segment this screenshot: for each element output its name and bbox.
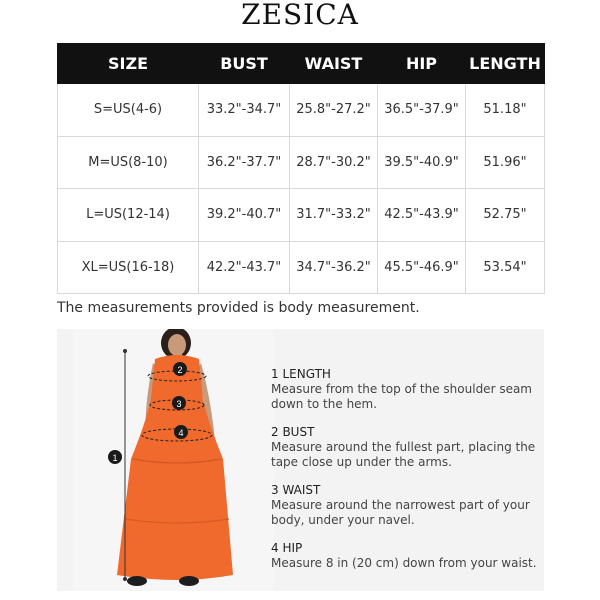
length-line-start — [123, 349, 127, 353]
guide-title: 2 BUST — [271, 425, 315, 439]
measure-guide-text — [271, 367, 541, 584]
model-right-shoe — [179, 576, 199, 586]
guide-item-waist — [271, 483, 541, 528]
cell-length: 53.54" — [466, 241, 545, 294]
cell-waist: 28.7"-30.2" — [290, 136, 378, 189]
table-row — [58, 241, 545, 294]
cell-hip: 36.5"-37.9" — [378, 84, 466, 137]
cell-waist: 25.8"-27.2" — [290, 84, 378, 137]
cell-bust: 39.2"-40.7" — [199, 189, 290, 242]
guide-title: 1 LENGTH — [271, 367, 331, 381]
cell-waist: 34.7"-36.2" — [290, 241, 378, 294]
size-chart-table — [57, 43, 545, 294]
model-illustration — [73, 329, 274, 591]
header-waist: WAIST — [290, 44, 378, 84]
cell-length: 51.18" — [466, 84, 545, 137]
table-row — [58, 136, 545, 189]
cell-hip: 39.5"-40.9" — [378, 136, 466, 189]
guide-description: Measure around the narrowest part of your body, under your navel. — [271, 498, 530, 527]
guide-description: Measure 8 in (20 cm) down from your waist. — [271, 556, 537, 570]
marker-length-label: 1 — [112, 453, 118, 463]
guide-item-bust — [271, 425, 541, 470]
marker-bust-label: 2 — [177, 365, 183, 375]
cell-bust: 36.2"-37.7" — [199, 136, 290, 189]
cell-length: 51.96" — [466, 136, 545, 189]
model-dress — [117, 355, 233, 580]
guide-description: Measure from the top of the shoulder seam down to the hem. — [271, 382, 532, 411]
model-left-shoe — [127, 576, 147, 586]
guide-title: 4 HIP — [271, 541, 303, 555]
table-row — [58, 84, 545, 137]
marker-waist-label: 3 — [176, 399, 182, 409]
cell-length: 52.75" — [466, 189, 545, 242]
model-photo — [73, 329, 274, 591]
header-size: SIZE — [58, 44, 199, 84]
cell-hip: 42.5"-43.9" — [378, 189, 466, 242]
guide-title: 3 WAIST — [271, 483, 321, 497]
table-header-row — [58, 44, 545, 84]
header-length: LENGTH — [466, 44, 545, 84]
measurement-note: The measurements provided is body measurement. — [57, 300, 420, 316]
length-line-end — [123, 577, 127, 581]
model-face — [168, 334, 186, 356]
guide-description: Measure around the fullest part, placing the tape close up under the arms. — [271, 440, 536, 469]
marker-hip-label: 4 — [178, 428, 184, 438]
table-row — [58, 189, 545, 242]
cell-bust: 42.2"-43.7" — [199, 241, 290, 294]
cell-bust: 33.2"-34.7" — [199, 84, 290, 137]
cell-waist: 31.7"-33.2" — [290, 189, 378, 242]
cell-hip: 45.5"-46.9" — [378, 241, 466, 294]
cell-size: XL=US(16-18) — [58, 241, 199, 294]
guide-item-hip — [271, 541, 541, 571]
cell-size: S=US(4-6) — [58, 84, 199, 137]
cell-size: L=US(12-14) — [58, 189, 199, 242]
header-hip: HIP — [378, 44, 466, 84]
cell-size: M=US(8-10) — [58, 136, 199, 189]
brand-logo: ZESICA — [241, 0, 359, 31]
guide-item-length — [271, 367, 541, 412]
header-bust: BUST — [199, 44, 290, 84]
